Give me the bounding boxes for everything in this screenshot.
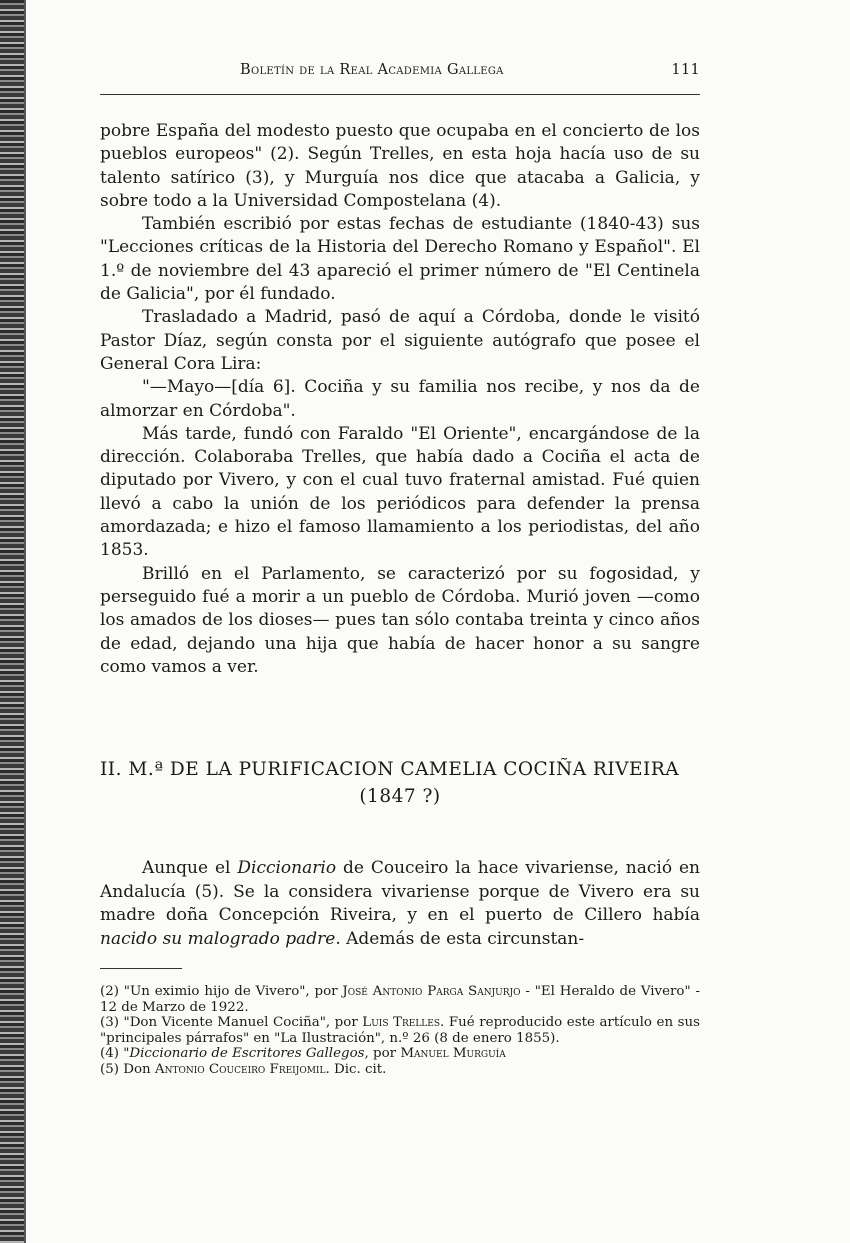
journal-title: Boletín de la Real Academia Gallega <box>240 62 504 78</box>
text-run: de Couceiro la hace vivariense, nació en Andalucía (5). Se la considera vivariense porque de Vivero era su madre doña Concepción Riveira, y en el puerto de Cillero había <box>100 858 701 925</box>
footnote-3 <box>100 1015 700 1046</box>
text-run: Aunque el <box>142 858 238 878</box>
italic-run: Diccionario de Escritores Gallegos <box>129 1046 365 1062</box>
text-run: , por <box>364 1046 401 1062</box>
quote-paragraph: "—Mayo—[día 6]. Cociña y su familia nos recibe, y nos da de almorzar en Córdoba". <box>100 377 700 421</box>
text-run: (2) "Un eximio hijo de Vivero", por <box>100 984 343 999</box>
author-name: José Antonio Parga Sanjurjo <box>342 984 521 999</box>
body-text <box>100 120 700 679</box>
book-spine-edge <box>0 0 24 1243</box>
section-heading <box>100 759 700 807</box>
paragraph: Trasladado a Madrid, pasó de aquí a Córdoba, donde le visitó Pastor Díaz, según consta por el siguiente autógrafo que posee el General Cora Lira: <box>100 307 700 374</box>
italic-run: Diccionario <box>237 858 337 878</box>
author-name: Manuel Murguía <box>400 1046 506 1062</box>
paragraph: Brilló en el Parlamento, se caracterizó por su fogosidad, y perseguido fué a morir a un pueblo de Córdoba. Murió joven —como los amados de los dioses— pues tan sólo contaba treinta y cinco años de edad, dejando una hija que había de hacer honor a su sangre como vamos a ver. <box>100 563 700 677</box>
text-run: . Además de esta circunstan- <box>335 928 585 949</box>
paragraph <box>100 857 700 951</box>
text-run: - "El Heraldo de Vivero" - 12 de Marzo de 1922. <box>100 984 700 1015</box>
footnote-2 <box>100 984 700 1015</box>
text-run: (5) Don <box>100 1061 155 1077</box>
author-name: Antonio Couceiro Freijomil <box>154 1061 326 1077</box>
footnote-4 <box>100 1046 700 1062</box>
text-run: (4) " <box>100 1046 130 1062</box>
paragraph: Más tarde, fundó con Faraldo "El Oriente", encargándose de la dirección. Colaboraba Trelles, que había dado a Cociña el acta de diputado por Vivero, y con el cual tuvo fraternal amistad. Fué quien llevó a cabo la unión de los periódicos para defender la prensa amordazada; e hizo el famoso llamamiento a los periodistas, del año 1853. <box>100 423 700 561</box>
footnote-5 <box>100 1062 700 1078</box>
text-run: . Fué reproducido este artículo en sus "principales párrafos" en "La Ilustración", n.º 26 (8 de enero 1855). <box>100 1015 700 1046</box>
section-body <box>100 840 700 968</box>
running-header <box>100 62 700 95</box>
section-years: (1847 ?) <box>359 786 441 807</box>
paragraph: También escribió por estas fechas de estudiante (1840-43) sus "Lecciones críticas de la Historia del Derecho Romano y Español". El 1.º de noviembre del 43 apareció el primer número de "El Centinela de Galicia", por él fundado. <box>100 214 700 305</box>
section-title: II. M.ª DE LA PURIFICACION CAMELIA COCIÑA RIVEIRA <box>100 759 680 780</box>
italic-run: nacido su malogrado padre <box>100 928 336 949</box>
paragraph: pobre España del modesto puesto que ocupaba en el concierto de los pueblos europeos" (2). Según Trelles, en esta hoja hacía uso de su talento satírico (3), y Murguía nos dice que atacaba a Galicia, y sobre todo a la Universidad Compostelana (4). <box>100 121 700 211</box>
spine-shadow <box>24 0 26 1243</box>
author-name: Luis Trelles <box>362 1015 441 1031</box>
footnotes <box>100 984 700 1078</box>
footnote-rule <box>100 968 182 969</box>
text-run: . Dic. cit. <box>325 1061 387 1077</box>
page-number: 111 <box>671 62 700 78</box>
text-run: (3) "Don Vicente Manuel Cociña", por <box>100 1015 363 1031</box>
